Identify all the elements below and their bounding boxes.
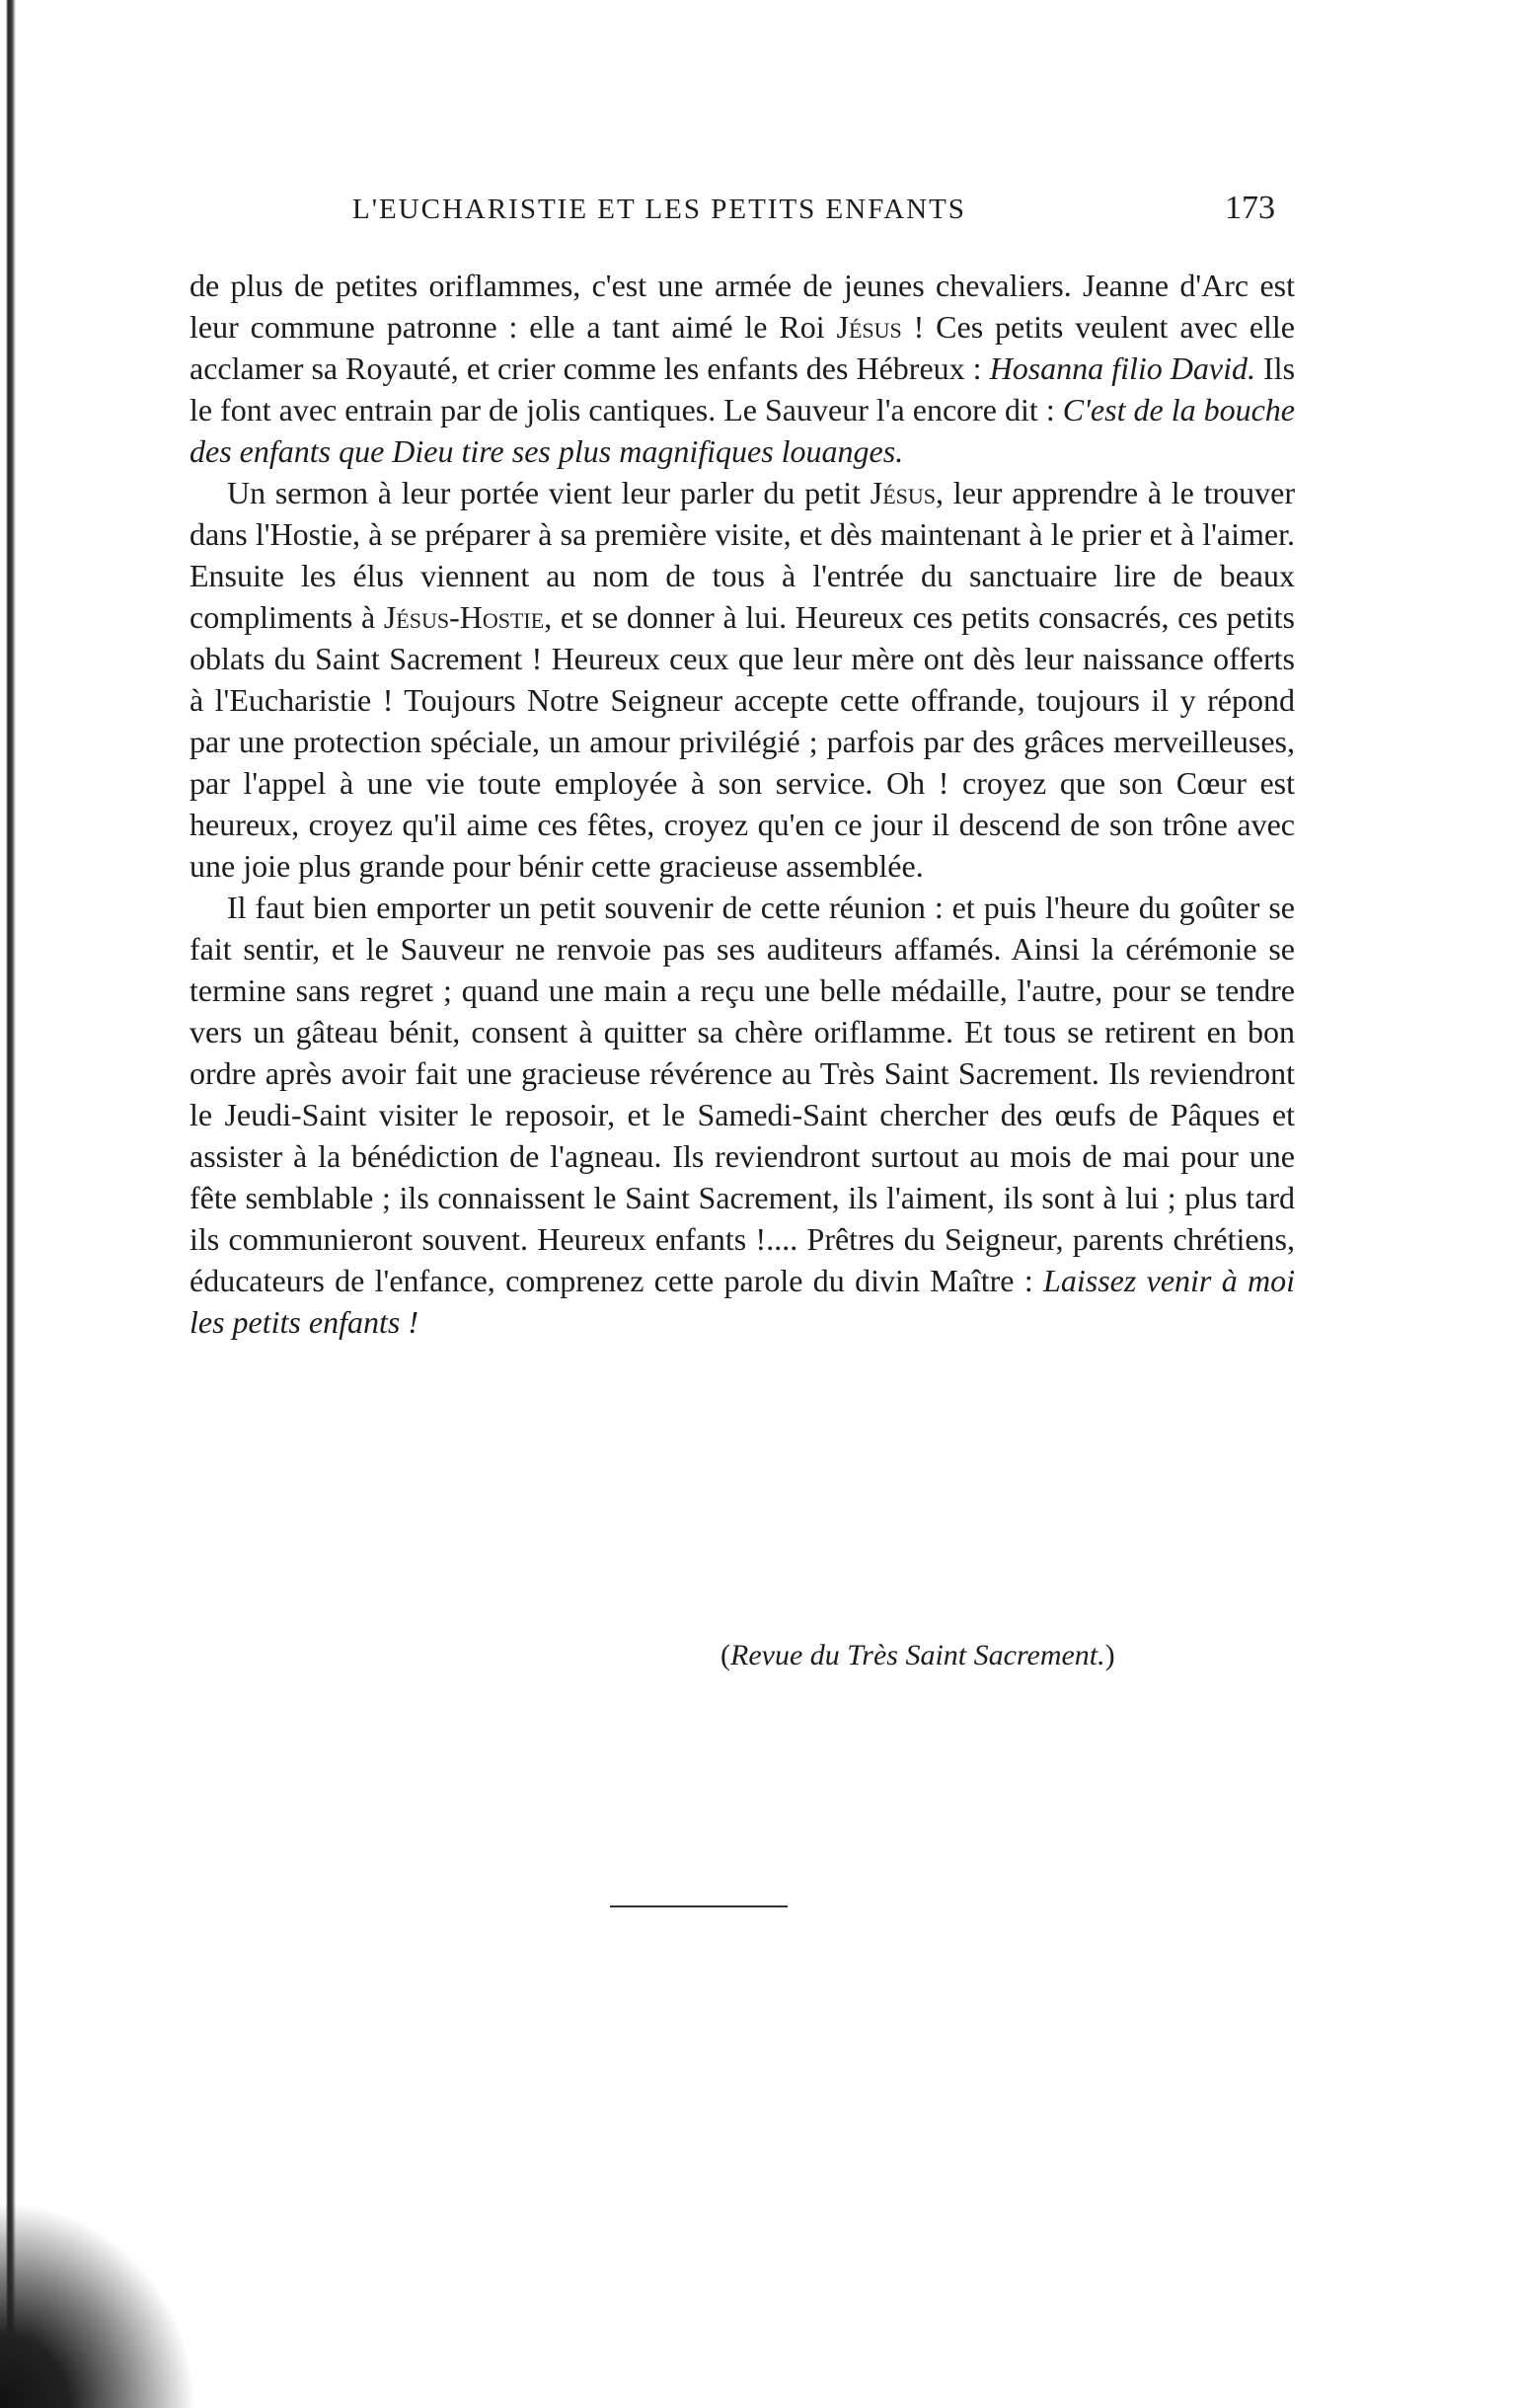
text-run: , leur apprendre à le trouver dans l'Hostie, à se préparer à sa première visite, et dès maintenant à le prier et à l'aimer. Ensuite les élus viennent au nom de tous à l'entrée du sanctuaire lire de beaux compliments à xyxy=(189,475,1296,635)
source-citation xyxy=(720,1639,1115,1672)
running-header xyxy=(189,190,1295,237)
body-text xyxy=(189,265,1295,1343)
close-paren: ) xyxy=(1104,1639,1115,1671)
text-run: Il faut bien emporter un petit souvenir de cette réunion : et puis l'heure du goûter se fait sentir, et le Sauveur ne renvoie pas ses auditeurs affamés. Ainsi la cérémonie se termine sans regret ; quand une main a reçu une belle médaille, l'autre, pour se tendre vers un gâteau bénit, consent à quitter sa chère oriflamme. Et tous se retirent en bon ordre après avoir fait une gracieuse révérence au Très Saint Sacrement. Ils reviendront le Jeudi-Saint visiter le reposoir, et le Samedi-Saint chercher des œufs de Pâques et assister à la bénédiction de l'agneau. Ils reviendront surtout au mois de mai pour une fête semblable ; ils connaissent le Saint Sacrement, ils l'aiment, ils sont à lui ; plus tard ils communieront souvent. Heureux enfants !.... Prêtres du Seigneur, parents chrétiens, éducateurs de l'enfance, comprenez cette parole du divin Maître : xyxy=(189,890,1295,1298)
small-caps-run: Jésus xyxy=(870,475,936,510)
text-run: Un sermon à leur portée vient leur parler du petit xyxy=(227,475,871,510)
page-number: 173 xyxy=(1225,190,1275,226)
end-rule xyxy=(610,1905,788,1907)
paragraph-3 xyxy=(189,887,1295,1343)
text-run: ! Ces petits veulent avec elle acclamer sa Royauté, et crier comme les enfants des Hébreux : xyxy=(189,309,1296,386)
text-run: de plus de petites oriflammes, c'est une armée de jeunes chevaliers. Jeanne d'Arc est leur commune patronne : elle a tant aimé le Roi xyxy=(189,268,1295,345)
binding-corner-shadow xyxy=(0,2201,197,2408)
source-title: Revue du Très Saint Sacrement. xyxy=(730,1639,1105,1671)
paragraph-1 xyxy=(189,265,1295,472)
open-paren: ( xyxy=(720,1639,730,1671)
italic-run: Hosanna filio David. xyxy=(989,350,1255,386)
binding-edge-shadow xyxy=(0,0,28,2408)
paragraph-2 xyxy=(189,472,1295,887)
italic-run: C'est de la bouche des enfants que Dieu tire ses plus magnifiques louanges. xyxy=(189,392,1296,469)
text-run: Ils le font avec entrain par de jolis cantiques. Le Sauveur l'a encore dit : xyxy=(189,350,1296,427)
text-run: , et se donner à lui. Heureux ces petits consacrés, ces petits oblats du Saint Sacrement ! Heureux ceux que leur mère ont dès leur naissance offerts à l'Eucharistie ! Toujours Notre Seigneur accepte cette offrande, toujours il y répond par une protection spéciale, un amour privilégié ; parfois par des grâces merveilleuses, par l'appel à une vie toute employée à son service. Oh ! croyez que son Cœur est heureux, croyez qu'il aime ces fêtes, croyez qu'en ce jour il descend de son trône avec une joie plus grande pour bénir cette gracieuse assemblée. xyxy=(189,599,1296,884)
italic-run: Laissez venir à moi les petits enfants ! xyxy=(189,1263,1296,1340)
running-title: L'EUCHARISTIE ET LES PETITS ENFANTS xyxy=(352,194,966,225)
small-caps-run: Jésus-Hostie xyxy=(383,599,545,635)
small-caps-run: Jésus xyxy=(836,309,902,345)
